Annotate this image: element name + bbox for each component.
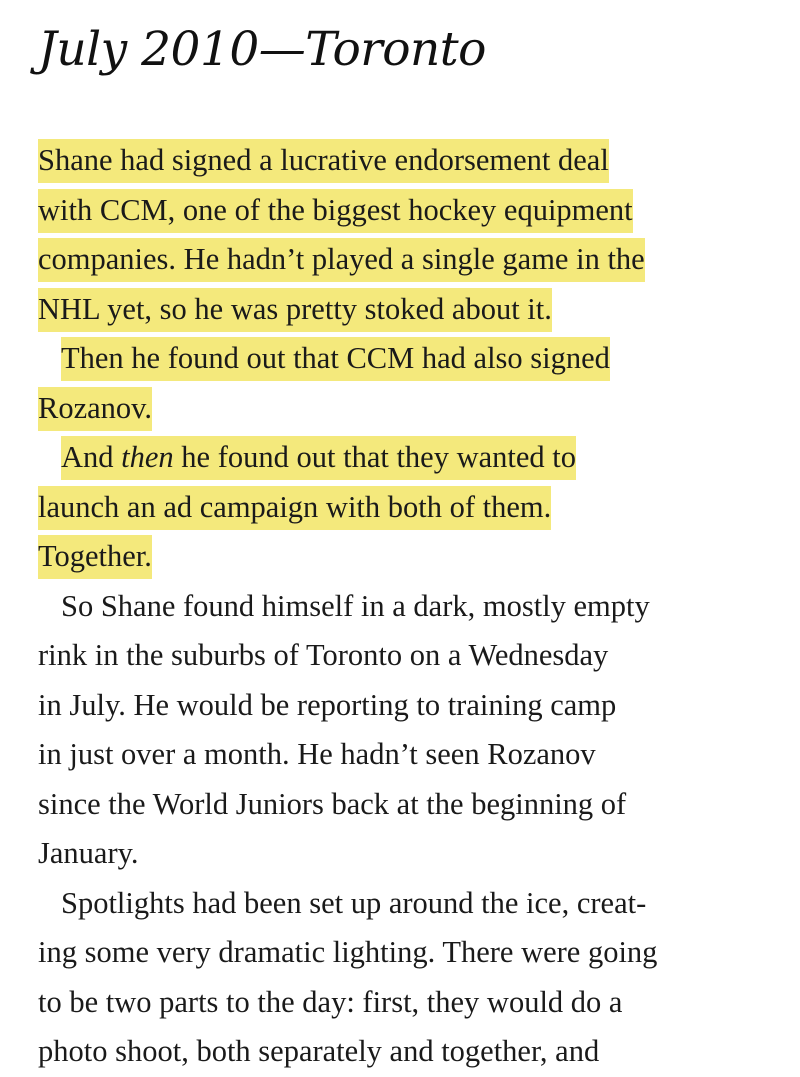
text-line — [38, 285, 768, 335]
text-line: in July. He would be reporting to training camp — [38, 687, 617, 722]
emphasized-word: then — [121, 440, 174, 474]
chapter-heading: July 2010—Toronto — [38, 22, 486, 77]
text-line: ing some very dramatic lighting. There were going — [38, 935, 658, 969]
book-page — [38, 0, 768, 1077]
text-run: And — [61, 440, 122, 474]
highlighted-passage[interactable]: Rozanov. — [38, 387, 152, 431]
text-line — [38, 483, 768, 533]
text-line: rink in the suburbs of Toronto on a Wednesday — [38, 638, 609, 672]
highlighted-passage[interactable]: launch an ad campaign with both of them. — [38, 486, 551, 530]
text-line — [38, 136, 768, 186]
text-line — [38, 384, 768, 434]
text-line — [38, 532, 768, 582]
text-run: he found out that they wanted to — [173, 440, 577, 474]
text-line: to be two parts to the day: first, they would do a — [38, 984, 623, 1019]
highlighted-passage[interactable]: Shane had signed a lucrative endorsement deal — [38, 139, 609, 183]
text-line — [38, 433, 768, 483]
text-line — [38, 334, 768, 384]
highlighted-passage[interactable] — [61, 436, 576, 480]
text-line: since the World Juniors back at the beginning of — [38, 786, 627, 821]
text-line — [38, 186, 768, 236]
highlighted-passage[interactable]: Then he found out that CCM had also signed — [61, 337, 610, 381]
highlighted-passage[interactable]: companies. He hadn’t played a single game in the — [38, 238, 645, 282]
text-line: in just over a month. He hadn’t seen Rozanov — [38, 737, 596, 771]
highlighted-passage[interactable]: NHL yet, so he was pretty stoked about it. — [38, 288, 552, 332]
text-line: January. — [38, 836, 139, 870]
text-line: So Shane found himself in a dark, mostly empty — [61, 588, 650, 623]
highlighted-passage[interactable]: Together. — [38, 535, 152, 579]
text-line — [38, 235, 768, 285]
highlighted-passage[interactable]: with CCM, one of the biggest hockey equipment — [38, 189, 633, 233]
text-line: Spotlights had been set up around the ice, creat- — [61, 885, 647, 920]
body-text — [38, 136, 768, 1077]
text-line: photo shoot, both separately and together, and — [38, 1034, 600, 1068]
